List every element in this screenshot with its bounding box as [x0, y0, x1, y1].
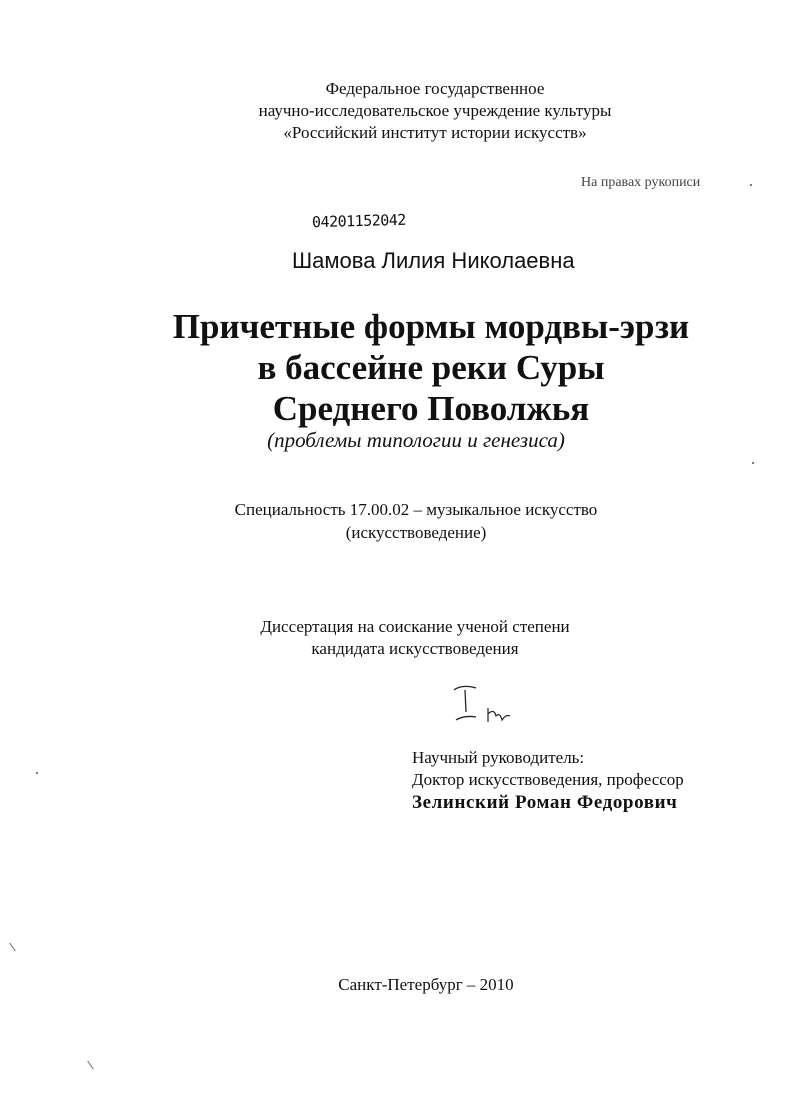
title-line-3: Среднего Поволжья [272, 389, 590, 428]
scan-speck [87, 1061, 94, 1070]
scan-speck [752, 462, 754, 464]
scan-speck [9, 943, 16, 952]
scan-speck [750, 184, 752, 186]
subtitle: (проблемы типологии и генезиса) [267, 428, 565, 452]
footer-place-year: Санкт-Петербург – 2010 [338, 975, 514, 994]
registration-number: 04201152042 [311, 210, 407, 232]
degree-line-2: кандидата искусствоведения [311, 639, 519, 658]
org-line-2: научно-исследовательское учреждение культуры [258, 101, 612, 120]
manuscript-note: На правах рукописи [581, 175, 701, 190]
advisor-name: Зелинский Роман Федорович [412, 792, 678, 813]
signature [448, 682, 538, 732]
specialty-line-1: Специальность 17.00.02 – музыкальное искусство [234, 500, 598, 519]
advisor-label: Научный руководитель: [412, 748, 585, 767]
title-line-1: Причетные формы мордвы-эрзи [172, 307, 690, 346]
specialty-line-2: (искусствоведение) [345, 523, 487, 542]
scan-speck [36, 772, 38, 774]
author-name: Шамова Лилия Николаевна [292, 248, 575, 273]
advisor-position: Доктор искусствоведения, профессор [412, 770, 684, 789]
degree-line-1: Диссертация на соискание ученой степени [260, 617, 570, 636]
title-line-2: в бассейне реки Суры [257, 348, 605, 387]
org-line-1: Федеральное государственное [325, 79, 545, 98]
org-line-3: «Российский институт истории искусств» [283, 123, 587, 142]
